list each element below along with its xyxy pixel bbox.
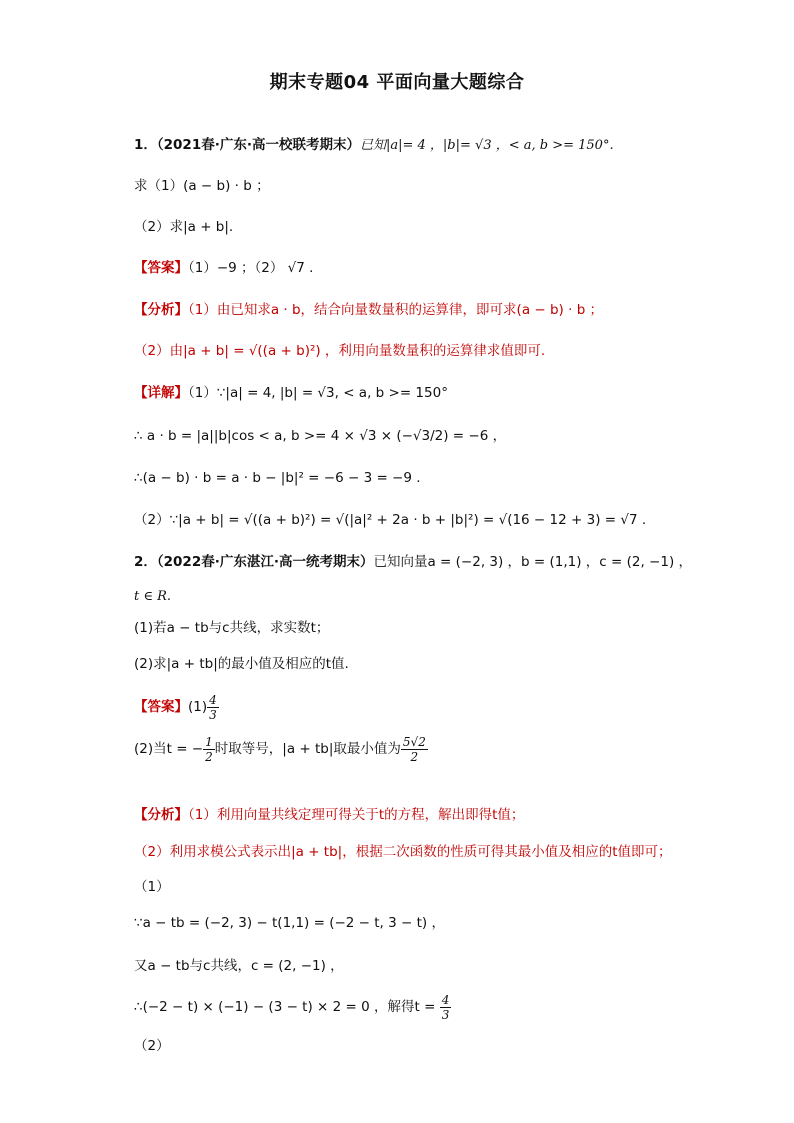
- q1-stem-line: [134, 135, 614, 156]
- q2-answer2-line: [134, 734, 428, 764]
- q1-analysis-line1: [134, 300, 603, 320]
- q2-solution-label2: （2）: [134, 1038, 170, 1054]
- q2-solution3-prefix: ∴(−2 − t) × (−1) − (3 − t) × 2 = 0 ，解得t =: [134, 999, 440, 1015]
- q1-detail-line1: [134, 383, 448, 403]
- q2-stem2: t ∈ R.: [134, 589, 172, 604]
- q2-solution2: 又a − tb与c共线，c = (2, −1) ，: [134, 958, 344, 974]
- q2-answer1-fraction: [207, 693, 219, 722]
- q2-analysis-tag: 【分析】: [134, 807, 188, 823]
- q2-answer2-frac-den: 2: [205, 749, 213, 764]
- q2-analysis1: （1）利用向量共线定理可得关于t的方程，解出即得t值；: [188, 807, 525, 823]
- q1-detail4: （2）∵|a + b| = √((a + b)²) = √(|a|² + 2a · b + |b|²) = √(16 − 12 + 3) = √7 .: [134, 512, 647, 528]
- q1-answer: （1）−9 ；（2） √7 .: [188, 260, 314, 276]
- q1-detail-tag: 【详解】: [134, 385, 188, 401]
- q2-solution3-den: 3: [441, 1007, 450, 1022]
- q2-answer2-val-num: 5√2: [402, 734, 426, 749]
- q2-answer2-frac-num: 1: [205, 734, 213, 749]
- q2-part2: (2)求|a + tb|的最小值及相应的t值.: [134, 656, 349, 672]
- q2-stem: 已知向量a = (−2, 3) ，b = (1,1) ，c = (2, −1) ，: [373, 554, 693, 570]
- q2-head: 2．（2022春·广东湛江·高一统考期末）: [134, 554, 374, 570]
- q1-analysis1: （1）由已知求a · b，结合向量数量积的运算律，即可求(a − b) · b ；: [188, 302, 604, 318]
- q2-part1: (1)若a − tb与c共线，求实数t；: [134, 620, 330, 636]
- q1-detail1: （1）∵|a| = 4, |b| = √3, < a, b >= 150°: [188, 385, 448, 401]
- q2-answer2-value: [401, 735, 428, 764]
- q2-analysis-line1: [134, 805, 524, 825]
- q2-answer1-prefix: (1): [188, 699, 208, 715]
- q1-part1: 求（1）(a − b) · b ；: [134, 178, 270, 194]
- q2-solution3-num: 4: [441, 992, 450, 1007]
- q2-answer1-num: 4: [209, 692, 217, 707]
- q1-analysis-tag: 【分析】: [134, 302, 188, 318]
- q2-answer2-fraction: [203, 735, 215, 764]
- q2-solution3-line: [134, 992, 451, 1022]
- q2-answer2-prefix: (2)当t = −: [134, 741, 204, 757]
- q1-head: 1．（2021春·广东·高一校联考期末）: [134, 137, 360, 153]
- q2-solution-label1: （1）: [134, 879, 170, 895]
- q2-solution3-fraction: [440, 993, 452, 1022]
- q1-detail3: ∴(a − b) · b = a · b − |b|² = −6 − 3 = −9 .: [134, 470, 421, 486]
- q1-part2: （2）求|a + b|.: [134, 219, 234, 235]
- q1-answer-line: [134, 258, 313, 278]
- q2-answer1-line: [134, 692, 219, 722]
- q2-answer-tag: 【答案】: [134, 699, 188, 715]
- q2-answer2-val-den: 2: [410, 749, 419, 764]
- q2-analysis2: （2）利用求模公式表示出|a + tb|，根据二次函数的性质可得其最小值及相应的t值即可；: [134, 844, 672, 860]
- q1-detail2: ∴ a · b = |a||b|cos < a, b >= 4 × √3 × (−√3/2) = −6 ，: [134, 428, 507, 444]
- q1-stem: 已知|a|= 4 ，|b|= √3 ，< a, b >= 150°.: [359, 138, 614, 153]
- q1-analysis2: （2）由|a + b| = √((a + b)²) ，利用向量数量积的运算律求值即可.: [134, 343, 546, 359]
- q2-answer1-den: 3: [209, 707, 217, 722]
- page-title: 期末专题04 平面向量大题综合: [269, 72, 525, 93]
- q2-solution1: ∵a − tb = (−2, 3) − t(1,1) = (−2 − t, 3 − t) ，: [134, 915, 445, 931]
- q1-answer-tag: 【答案】: [134, 260, 188, 276]
- q2-answer2-mid: 时取等号，|a + tb|取最小值为: [214, 741, 401, 757]
- q2-stem-line: [134, 552, 692, 572]
